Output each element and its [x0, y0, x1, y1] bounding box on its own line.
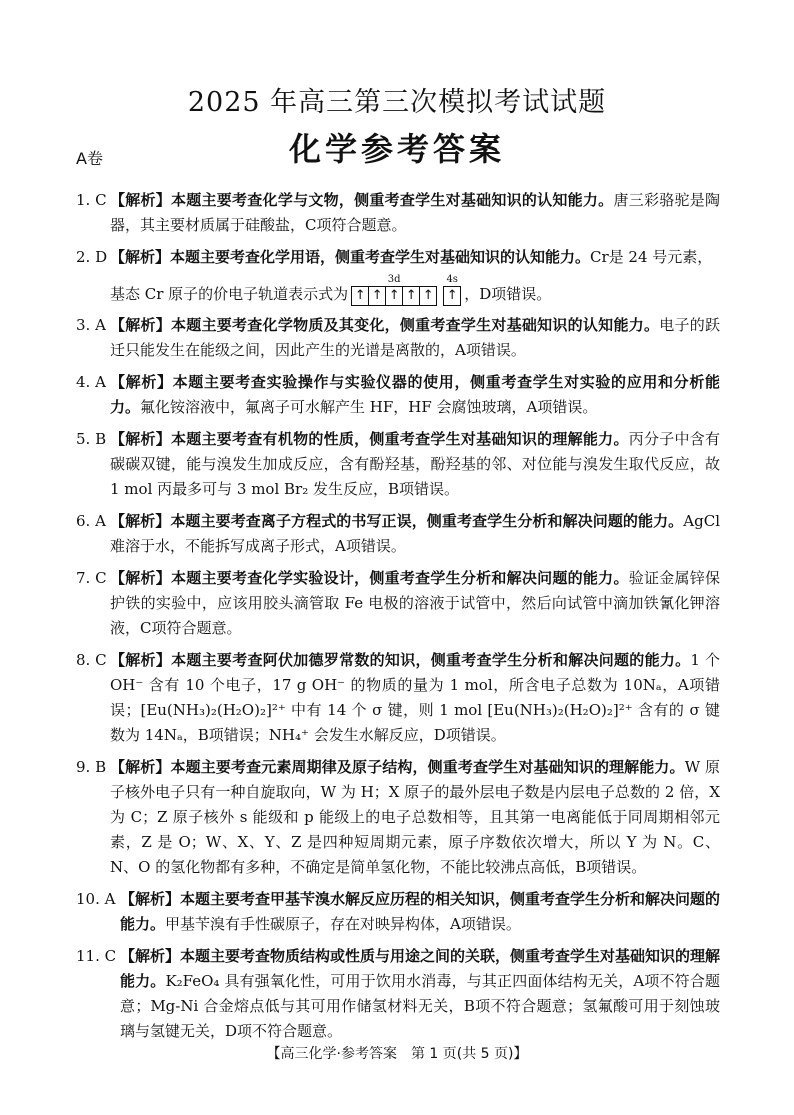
- answer-number: 2. D: [76, 248, 108, 266]
- orbital-4s: [443, 274, 461, 306]
- analysis-heading: 【解析】本题主要考查有机物的性质，侧重考查学生对基础知识的理解能力。: [110, 430, 629, 448]
- analysis-heading: 【解析】本题主要考查化学用语，侧重考查学生对基础知识的认知能力。: [110, 248, 591, 266]
- answer-item-6: [76, 509, 720, 559]
- orbital-3d: [351, 274, 437, 306]
- analysis-heading: 【解析】本题主要考查实验操作与实验仪器的使用，侧重考查学生对实验的应用和分析能力。: [110, 373, 720, 416]
- answer-number: 5. B: [76, 430, 107, 448]
- answer-item-9: [76, 755, 720, 880]
- analysis-text: 丙分子中含有碳碳双键，能与溴发生加成反应，含有酚羟基，酚羟基的邻、对位能与溴发生取代反应，故 1 mol 丙最多可与 3 mol Br₂ 发生反应，B项错误。: [110, 430, 720, 498]
- answer-number: 8. C: [76, 651, 107, 669]
- analysis-heading: 【解析】本题主要考查化学实验设计，侧重考查学生分析和解决问题的能力。: [110, 569, 629, 587]
- analysis-text: 氟化铵溶液中，氟离子可水解产生 HF，HF 会腐蚀玻璃，A项错误。: [140, 398, 598, 416]
- answer-number: 10. A: [76, 890, 116, 908]
- answer-item-10: [76, 887, 720, 937]
- analysis-text: AgCl 难溶于水，不能拆写成离子形式，A项错误。: [110, 512, 720, 555]
- analysis-heading: 【解析】本题主要考查甲基苄溴水解反应历程的相关知识，侧重考查学生分析和解决问题的能力。: [120, 890, 721, 933]
- exam-title: 2025 年高三第三次模拟考试试题: [187, 87, 607, 118]
- analysis-heading: 【解析】本题主要考查阿伏加德罗常数的知识，侧重考查学生分析和解决问题的能力。: [110, 651, 691, 669]
- analysis-heading: 【解析】本题主要考查物质结构或性质与用途之间的关联，侧重考查学生对基础知识的理解能力。: [120, 947, 721, 990]
- analysis-heading: 【解析】本题主要考查离子方程式的书写正误，侧重考查学生分析和解决问题的能力。: [110, 512, 684, 530]
- orbital-4s-label: 4s: [446, 274, 458, 285]
- orbital-3d-label: 3d: [387, 274, 401, 285]
- page-footer: 【高三化学·参考答案 第 1 页(共 5 页)】: [266, 1046, 528, 1062]
- answer-item-11: [76, 944, 720, 1044]
- volume-label: A卷: [76, 149, 103, 168]
- analysis-text: 甲基苄溴有手性碳原子，存在对映异构体，A项错误。: [165, 915, 521, 933]
- analysis-heading: 【解析】本题主要考查化学物质及其变化，侧重考查学生对基础知识的认知能力。: [110, 316, 660, 334]
- answer-item-7: [76, 566, 720, 641]
- answer-item-4: [76, 370, 720, 420]
- orbital-box-up-arrow-icon: ↑: [422, 288, 434, 303]
- analysis-text: 验证金属锌保护铁的实验中，应该用胶头滴管取 Fe 电极的溶液于试管中，然后向试管中滴加铁氰化钾溶液，C项符合题意。: [110, 569, 720, 637]
- answer-item-5: [76, 427, 720, 502]
- answer-number: 7. C: [76, 569, 107, 587]
- answer-number: 1. C: [76, 191, 107, 209]
- orbital-intro-text: 基态 Cr 原子的价电子轨道表示式为: [110, 285, 349, 303]
- analysis-text: W 原子核外电子只有一种自旋取向，W 为 H；X 原子的最外层电子数是内层电子总数的 2 倍，X 为 C；Z 原子核外 s 能级和 p 能级上的电子总数相等，且其第一电离能低于同周期相邻元素，Z 是 O；W、X、Y、Z 是四种短周期元素，原子序数依次增大，所以 Y 为 N。C、N、O 的氢化物都有多种，不确定是简单氢化物，不能比较沸点高低，B项错误。: [110, 758, 720, 876]
- answer-item-2: [76, 245, 720, 306]
- analysis-text: 电子的跃迁只能发生在能级之间，因此产生的光谱是离散的，A项错误。: [110, 316, 720, 359]
- answer-number: 9. B: [76, 758, 107, 776]
- answer-item-3: [76, 313, 720, 363]
- answer-item-8: [76, 648, 720, 748]
- orbital-box-up-arrow-icon: ↑: [446, 288, 458, 303]
- analysis-text: 唐三彩骆驼是陶器，其主要材质属于硅酸盐，C项符合题意。: [110, 191, 720, 234]
- answer-number: 6. A: [76, 512, 106, 530]
- answer-key-title: 化学参考答案: [288, 130, 505, 168]
- answer-number: 4. A: [76, 373, 106, 391]
- analysis-heading: 【解析】本题主要考查元素周期律及原子结构，侧重考查学生对基础知识的理解能力。: [110, 758, 685, 776]
- analysis-heading: 【解析】本题主要考查化学与文物，侧重考查学生对基础知识的认知能力。: [110, 191, 614, 209]
- orbital-box-up-arrow-icon: ↑: [369, 287, 386, 305]
- answer-list: [76, 188, 720, 1051]
- answer-number: 11. C: [76, 947, 117, 965]
- analysis-text: Cr是 24 号元素，: [590, 248, 713, 266]
- orbital-box-up-arrow-icon: ↑: [352, 287, 369, 305]
- orbital-diagram-line: [110, 274, 720, 306]
- analysis-text: K₂FeO₄ 具有强氧化性，可用于饮用水消毒，与其正四面体结构无关，A项不符合题意；Mg-Ni 合金熔点低与其可用作储氢材料无关，B项不符合题意；氢氟酸可用于刻蚀玻璃与氢键无关，D项不符合题意。: [120, 972, 720, 1040]
- orbital-box-up-arrow-icon: ↑: [403, 287, 420, 305]
- analysis-text: 1 个 OH⁻ 含有 10 个电子，17 g OH⁻ 的物质的量为 1 mol，所含电子总数为 10Nₐ，A项错误；[Eu(NH₃)₂(H₂O)₂]²⁺ 中有 14 个 σ 键，则 1 mol [Eu(NH₃)₂(H₂O)₂]²⁺ 含有的 σ 键数为 14Nₐ，B项错误；NH₄⁺ 会发生水解反应，D项错误。: [110, 651, 720, 744]
- orbital-box-up-arrow-icon: ↑: [386, 287, 403, 305]
- orbital-conclusion-text: ，D项错误。: [464, 285, 552, 303]
- answer-number: 3. A: [76, 316, 106, 334]
- answer-item-1: [76, 188, 720, 238]
